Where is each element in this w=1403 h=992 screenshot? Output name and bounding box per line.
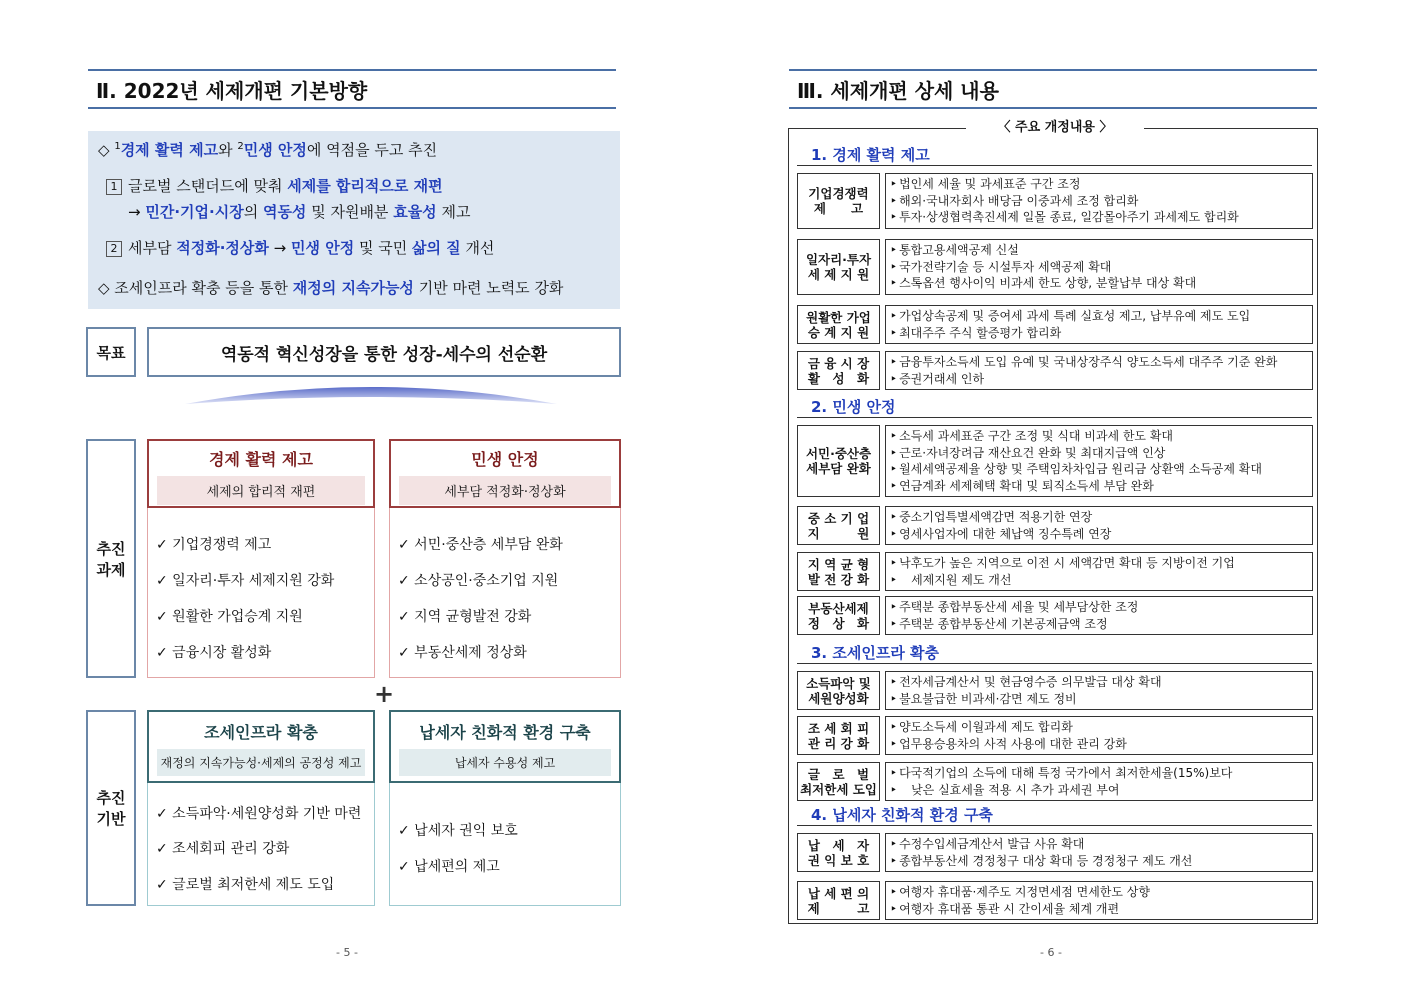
detail-row-label	[797, 671, 880, 710]
detail-item: ‣ 법인세 세율 및 과세표준 구간 조정	[890, 176, 1308, 193]
detail-row-items	[885, 762, 1313, 801]
detail-row-label-line: 권 익 보 호	[807, 852, 870, 868]
category-title: 2. 민생 안정	[797, 397, 1312, 418]
plus-sign: +	[374, 680, 395, 708]
detail-row-label-line: 제 고	[807, 900, 870, 916]
detail-row-label-line: 조 세 회 피	[807, 720, 870, 736]
detail-item: ‣ 업무용승용차의 사적 사용에 대한 관리 강화	[890, 736, 1308, 753]
detail-row-label	[797, 833, 880, 872]
task1-subtitle: 세제의 합리적 재편	[157, 476, 365, 505]
detail-row-items	[885, 239, 1313, 295]
goal-label: 목표	[86, 327, 136, 377]
detail-row-label	[797, 506, 880, 545]
detail-frame-title: 〈 주요 개정내용 〉	[966, 119, 1144, 137]
task2-subtitle: 세부담 적정화·정상화	[399, 476, 611, 505]
detail-row-label	[797, 351, 880, 390]
detail-row-items	[885, 425, 1313, 497]
detail-row-label-line: 중 소 기 업	[807, 510, 870, 526]
list-item: ✓ 일자리·투자 세제지원 강화	[156, 573, 335, 589]
detail-row-label-line: 세원양성화	[808, 690, 869, 706]
category-title: 1. 경제 활력 제고	[797, 145, 1312, 166]
detail-row-label-line: 발 전 강 화	[807, 571, 870, 587]
detail-row-label-line: 활 성 화	[807, 370, 870, 386]
page-number-right: - 6 -	[1040, 946, 1062, 959]
summary-item-1b: → 민간·기업·시장의 역동성 및 자원배분 효율성 제고	[128, 203, 471, 221]
list-item: ✓ 글로벌 최저한세 제도 도입	[156, 877, 335, 893]
detail-row-label	[797, 239, 880, 295]
detail-item: ‣ 소득세 과세표준 구간 조정 및 식대 비과세 한도 확대	[890, 428, 1308, 445]
left-section-title: Ⅱ. 2022년 세제개편 기본방향	[96, 78, 368, 103]
list-item: ✓ 소득파악·세원양성화 기반 마련	[156, 806, 362, 822]
detail-item: ‣ 세제지원 제도 개선	[890, 572, 1308, 589]
base-label: 추진 기반	[86, 710, 136, 906]
detail-item: ‣ 다국적기업의 소득에 대해 특정 국가에서 최저한세율(15%)보다	[890, 765, 1308, 782]
detail-row-label-line: 납 세 자	[807, 837, 870, 853]
detail-row-label-line: 세 제 지 원	[807, 266, 870, 282]
detail-item: ‣ 근로·자녀장려금 재산요건 완화 및 최대지급액 인상	[890, 445, 1308, 462]
task1-header	[147, 439, 375, 508]
detail-item: ‣ 낙후도가 높은 지역으로 이전 시 세액감면 확대 등 지방이전 기업	[890, 555, 1308, 572]
detail-row-label-line: 소득파악 및	[806, 675, 871, 691]
detail-row-label-line: 관 리 강 화	[807, 735, 870, 751]
detail-item: ‣ 국가전략기술 등 시설투자 세액공제 확대	[890, 259, 1308, 276]
detail-row-label-line: 일자리·투자	[805, 251, 872, 267]
list-item: ✓ 부동산세제 정상화	[398, 645, 527, 661]
detail-row-items	[885, 552, 1313, 591]
detail-row-label-line: 세부담 완화	[806, 461, 871, 476]
summary-line-1: ◇ $^1$경제 활력 제고와 $^2$민생 안정에 역점을 두고 추진	[98, 141, 438, 159]
detail-item: ‣ 투자·상생협력촉진세제 일몰 종료, 일감몰아주기 과세제도 합리화	[890, 209, 1308, 226]
detail-item: ‣ 통합고용세액공제 신설	[890, 242, 1308, 259]
goal-text-box: 역동적 혁신성장을 통한 성장-세수의 선순환	[147, 327, 621, 377]
list-item: ✓ 서민·중산층 세부담 완화	[398, 537, 563, 553]
category-title: 3. 조세인프라 확충	[797, 643, 1312, 664]
base2-header	[389, 710, 621, 783]
base2-title: 납세자 친화적 환경 구축	[419, 723, 591, 742]
detail-item: ‣ 증권거래세 인하	[890, 371, 1308, 388]
detail-row-label-line: 글 로 벌	[807, 766, 870, 782]
list-item: ✓ 조세회피 관리 강화	[156, 841, 290, 857]
base1-list	[147, 783, 375, 906]
detail-row-items	[885, 506, 1313, 545]
left-section-title-bar	[88, 69, 616, 109]
detail-item: ‣ 영세사업자에 대한 체납액 징수특례 연장	[890, 526, 1308, 543]
detail-item: ‣ 해외·국내자회사 배당금 이중과세 조정 합리화	[890, 193, 1308, 210]
task-label: 추진 과제	[86, 439, 136, 678]
list-item: ✓ 원활한 가업승계 지원	[156, 609, 303, 625]
detail-row-items	[885, 351, 1313, 390]
detail-row-label-line: 제 고	[813, 200, 864, 216]
task1-title: 경제 활력 제고	[209, 450, 313, 469]
list-item: ✓ 납세편의 제고	[398, 859, 500, 875]
base2-list	[389, 783, 621, 906]
detail-row-label	[797, 762, 880, 801]
summary-line-4: ◇ 조세인프라 확충 등을 통한 재정의 지속가능성 기반 마련 노력도 강화	[98, 279, 564, 297]
base2-subtitle: 납세자 수용성 제고	[399, 749, 611, 776]
detail-row-items	[885, 833, 1313, 872]
detail-item: ‣ 불요불급한 비과세·감면 제도 정비	[890, 691, 1308, 708]
task2-header	[389, 439, 621, 508]
detail-row-label-line: 납 세 편 의	[807, 885, 870, 901]
detail-row-label	[797, 305, 880, 344]
base1-header	[147, 710, 375, 783]
detail-row-label-line: 부동산세제	[808, 600, 869, 616]
detail-item: ‣ 가업상속공제 및 증여세 과세 특례 실효성 제고, 납부유예 제도 도입	[890, 308, 1308, 325]
detail-item: ‣ 양도소득세 이월과세 제도 합리화	[890, 719, 1308, 736]
detail-item: ‣ 여행자 휴대품 통관 시 간이세율 체계 개편	[890, 901, 1308, 918]
detail-row-label-line: 원활한 가업	[806, 309, 871, 325]
detail-row-label	[797, 596, 880, 635]
detail-row-label	[797, 552, 880, 591]
detail-row-label	[797, 173, 880, 229]
detail-item: ‣ 스톡옵션 행사이익 비과세 한도 상향, 분할납부 대상 확대	[890, 275, 1308, 292]
list-item: ✓ 금융시장 활성화	[156, 645, 272, 661]
detail-row-label-line: 금 융 시 장	[807, 355, 870, 371]
detail-item: ‣ 주택분 종합부동산세 기본공제금액 조정	[890, 616, 1308, 633]
summary-item-1: 1 글로벌 스탠더드에 맞춰 세제를 합리적으로 재편	[106, 177, 443, 195]
right-section-title-bar	[789, 69, 1317, 109]
detail-row-label	[797, 881, 880, 920]
detail-item: ‣ 종합부동산세 경정청구 대상 확대 등 경정청구 제도 개선	[890, 853, 1308, 870]
base1-title: 조세인프라 확충	[204, 723, 318, 742]
detail-row-items	[885, 881, 1313, 920]
detail-item: ‣ 금융투자소득세 도입 유예 및 국내상장주식 양도소득세 대주주 기준 완화	[890, 354, 1308, 371]
detail-row-items	[885, 671, 1313, 710]
task2-title: 민생 안정	[471, 450, 539, 469]
page-number-left: - 5 -	[336, 946, 358, 959]
detail-row-items	[885, 173, 1313, 229]
detail-row-items	[885, 716, 1313, 755]
summary-box	[88, 131, 620, 309]
detail-row-label-line: 서민·중산층	[805, 446, 872, 461]
task1-list	[147, 508, 375, 678]
detail-item: ‣ 월세세액공제율 상향 및 주택임차차입금 원리금 상환액 소득공제 확대	[890, 461, 1308, 478]
detail-row-label-line: 지 원	[807, 525, 870, 541]
detail-row-label-line: 정 상 화	[807, 615, 870, 631]
goal-arrow-shape	[185, 378, 557, 408]
detail-item: ‣ 최대주주 주식 할증평가 합리화	[890, 325, 1308, 342]
detail-item: ‣ 중소기업특별세액감면 적용기한 연장	[890, 509, 1308, 526]
detail-row-label-line: 최저한세 도입	[800, 781, 877, 797]
detail-row-label	[797, 716, 880, 755]
task2-list	[389, 508, 621, 678]
base1-subtitle: 재정의 지속가능성·세제의 공정성 제고	[157, 749, 365, 776]
detail-row-label-line: 지 역 균 형	[807, 556, 870, 572]
summary-item-2: 2 세부담 적정화·정상화 → 민생 안정 및 국민 삶의 질 개선	[106, 239, 494, 257]
detail-row-items	[885, 596, 1313, 635]
list-item: ✓ 지역 균형발전 강화	[398, 609, 532, 625]
detail-row-label-line: 승 계 지 원	[807, 324, 870, 340]
detail-item: ‣ 여행자 휴대품·제주도 지정면세점 면세한도 상향	[890, 884, 1308, 901]
detail-item: ‣ 낮은 실효세율 적용 시 추가 과세권 부여	[890, 782, 1308, 799]
detail-item: ‣ 수정수입세금계산서 발급 사유 확대	[890, 836, 1308, 853]
detail-item: ‣ 연금계좌 세제혜택 확대 및 퇴직소득세 부담 완화	[890, 478, 1308, 495]
category-title: 4. 납세자 친화적 환경 구축	[797, 805, 1312, 826]
list-item: ✓ 납세자 권익 보호	[398, 823, 518, 839]
detail-row-items	[885, 305, 1313, 344]
detail-item: ‣ 주택분 종합부동산세 세율 및 세부담상한 조정	[890, 599, 1308, 616]
right-section-title: Ⅲ. 세제개편 상세 내용	[797, 78, 999, 103]
detail-row-label-line: 기업경쟁력	[808, 185, 869, 201]
detail-item: ‣ 전자세금계산서 및 현금영수증 의무발급 대상 확대	[890, 674, 1308, 691]
list-item: ✓ 기업경쟁력 제고	[156, 537, 272, 553]
detail-row-label	[797, 425, 880, 497]
list-item: ✓ 소상공인·중소기업 지원	[398, 573, 559, 589]
